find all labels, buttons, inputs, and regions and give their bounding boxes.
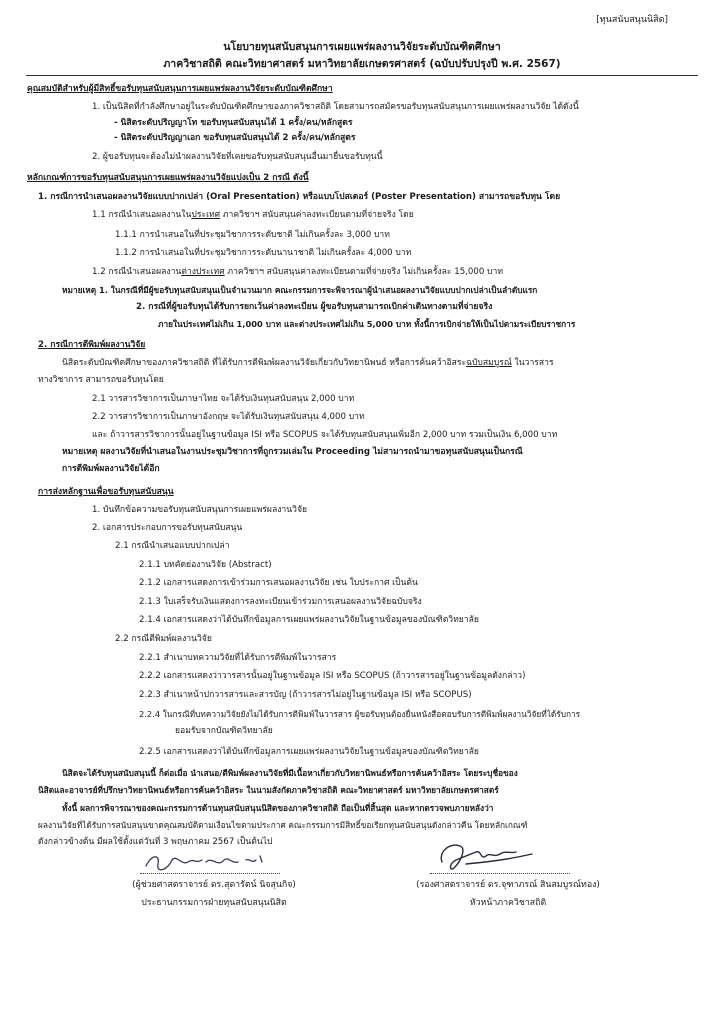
criteria-case-1: [38, 191, 560, 203]
left-signature: [142, 848, 282, 874]
right-signature: [436, 838, 546, 876]
header-rule: [26, 75, 698, 76]
evidence-2-1-4: 2.1.4 เอกสารแสดงว่าได้บันทึกข้อมูลการเผยแพร่ผลงานวิจัยในฐานข้อมูลของบัณฑิตวิทยาลัย: [139, 615, 479, 625]
evidence-2-1-2: 2.1.2 เอกสารแสดงการเข้าร่วมการเสนอผลงานวิจัย เช่น ใบประกาศ เป็นต้น: [139, 578, 418, 588]
right-signatory-role: หัวหน้าภาควิชาสถิติ: [469, 898, 547, 908]
criteria-1-2: [92, 266, 503, 278]
criteria-note-2-cont: ภายในประเทศไม่เกิน 1,000 บาท และต่างประเทศไม่เกิน 5,000 บาท ทั้งนี้การเบิกจ่ายให้เป็นไปตามระเบียบราชการ: [158, 319, 576, 329]
evidence-2-2-3: 2.2.3 สำเนาหน้าปกวารสารและสารบัญ (ถ้าวารสารไม่อยู่ในฐานข้อมูล ISI หรือ SCOPUS): [139, 690, 472, 700]
left-signatory-role: ประธานกรรมการฝ่ายทุนสนับสนุนนิสิต: [141, 898, 287, 908]
criteria-case-1-text: 1. กรณีการนำเสนอผลงานวิจัยแบบปากเปล่า (Oral Presentation) หรือแบบโปสเตอร์ (Poster Presentation) สามารถขอรับทุน โดย: [38, 192, 561, 202]
criteria-note-2: 2. กรณีที่ผู้ขอรับทุนได้รับการยกเว้นค่าลงทะเบียน ผู้ขอรับทุนสามารถเบิกค่าเดินทางตามที่จ่ายจริง: [136, 302, 493, 312]
qualification-master: - นิสิตระดับปริญญาโท ขอรับทุนสนับสนุนได้ 1 ครั้ง/คน/หลักสูตร: [114, 118, 353, 128]
qualification-heading: คุณสมบัติสำหรับผู้มีสิทธิ์ขอรับทุนสนับสนุนการเผยแพร่ผลงานวิจัยระดับบัณฑิตศึกษา: [27, 84, 333, 94]
evidence-2-1-1: 2.1.1 บทคัดย่องานวิจัย (Abstract): [139, 560, 272, 570]
qualification-item-2: 2. ผู้ขอรับทุนจะต้องไม่นำผลงานวิจัยที่เคยขอรับทุนสนับสนุนอื่นมายื่นขอรับทุนนี้: [92, 152, 383, 162]
criteria-note-3: หมายเหตุ ผลงานวิจัยที่นำเสนอในงานประชุมวิชาการที่ถูกรวมเล่มใน Proceeding ไม่สามารถนำมาขอทุนสนับสนุนเป็นกรณี: [62, 447, 523, 457]
evidence-2-2-1: 2.2.1 สำเนาบทความวิจัยที่ได้รับการตีพิมพ์ในวารสาร: [139, 653, 337, 663]
criteria-2-pre: นิสิตระดับบัณฑิตศึกษาของภาควิชาสถิติ ที่ได้รับการตีพิมพ์ผลงานวิจัยเกี่ยวกับวิทยานิพนธ์ หรือการค้นคว้าอิสระ: [62, 358, 467, 368]
criteria-note-3-cont: การตีพิมพ์ผลงานวิจัยได้อีก: [62, 464, 160, 474]
qualification-item-1: 1. เป็นนิสิตที่กำลังศึกษาอยู่ในระดับบัณฑิตศึกษาของภาควิชาสถิติ โดยสามารถสมัครขอรับทุนสนับสนุนการเผยแพร่ผลงานวิจัย ได้ดังนี้: [92, 102, 579, 112]
right-signature-line: [430, 873, 570, 874]
criteria-1-2-post: ภาควิชาฯ สนับสนุนค่าลงทะเบียนตามที่จ่ายจริง ไม่เกินครั้งละ 15,000 บาท: [224, 267, 504, 277]
closing-paragraph-1-cont: นิสิตและอาจารย์ที่ปรึกษาวิทยานิพนธ์หรือการค้นคว้าอิสระ ในนามสังกัดภาควิชาสถิติ คณะวิทยาศาสตร์ มหาวิทยาลัยเกษตรศาสตร์: [38, 785, 499, 795]
criteria-2-underlined: ฉบับสมบูรณ์: [466, 358, 512, 368]
left-signature-line: [140, 873, 280, 874]
criteria-2-post: ในวารสาร: [511, 358, 554, 368]
criteria-heading: หลักเกณฑ์การขอรับทุนสนับสนุนการเผยแพร่ผลงานวิจัยแบ่งเป็น 2 กรณี ดังนี้: [27, 173, 309, 183]
evidence-2-2-2: 2.2.2 เอกสารแสดงว่าวารสารนั้นอยู่ในฐานข้อมูล ISI หรือ SCOPUS (ถ้าวารสารอยู่ในฐานข้อมูลดังกล่าว): [139, 671, 526, 681]
closing-effective-date: ดังกล่าวข้างต้น มีผลใช้ตั้งแต่วันที่ 3 พฤษภาคม 2567 เป็นต้นไป: [38, 837, 273, 847]
criteria-1-1-underlined: ประเทศ: [191, 210, 221, 220]
right-signatory-name: (รองศาสตราจารย์ ดร.จุฑาภรณ์ สินสมบูรณ์ทอง): [416, 880, 600, 890]
criteria-1-2-pre: 1.2 กรณีนำเสนอผลงาน: [92, 267, 182, 277]
qualification-doctoral: - นิสิตระดับปริญญาเอก ขอรับทุนสนับสนุนได้ 2 ครั้ง/คน/หลักสูตร: [114, 133, 356, 143]
evidence-2-2-4-cont: ยอมรับจากบัณฑิตวิทยาลัย: [175, 726, 273, 736]
evidence-2-1: 2.1 กรณีนำเสนอแบบปากเปล่า: [115, 541, 230, 551]
criteria-2-paragraph-cont: ทางวิชาการ สามารถขอรับทุนโดย: [38, 375, 164, 385]
criteria-note-1: หมายเหตุ 1. ในกรณีที่มีผู้ขอรับทุนสนับสนุนเป็นจำนวนมาก คณะกรรมการจะพิจารณาผู้นำเสนอผลงานวิจัยแบบปากเปล่าเป็นลำดับแรก: [62, 285, 538, 295]
document-subtitle: ภาควิชาสถิติ คณะวิทยาศาสตร์ มหาวิทยาลัยเกษตรศาสตร์ (ฉบับปรับปรุงปี พ.ศ. 2567): [163, 58, 561, 70]
evidence-2-2: 2.2 กรณีตีพิมพ์ผลงานวิจัย: [115, 634, 212, 644]
criteria-1-1: [92, 209, 414, 221]
criteria-1-1-1: 1.1.1 การนำเสนอในที่ประชุมวิชาการระดับชาติ ไม่เกินครั้งละ 3,000 บาท: [115, 230, 390, 240]
evidence-heading: การส่งหลักฐานเพื่อขอรับทุนสนับสนุน: [38, 487, 174, 497]
document-title: นโยบายทุนสนับสนุนการเผยแพร่ผลงานวิจัยระดับบัณฑิตศึกษา: [223, 41, 501, 53]
closing-paragraph-2-cont: ผลงานวิจัยที่ได้รับการสนับสนุนขาดคุณสมบัติตามเงื่อนไขตามประกาศ คณะกรรมการมีสิทธิ์ขอเรียกทุนสนับสนุนดังกล่าวคืน โดยหลักเกณฑ์: [38, 820, 528, 830]
criteria-1-1-post: ภาควิชาฯ สนับสนุนค่าลงทะเบียนตามที่จ่ายจริง โดย: [220, 210, 414, 220]
evidence-2-1-3: 2.1.3 ใบเสร็จรับเงินแสดงการลงทะเบียนเข้าร่วมการเสนอผลงานวิจัยฉบับจริง: [139, 597, 422, 607]
evidence-2-2-5: 2.2.5 เอกสารแสดงว่าได้บันทึกข้อมูลการเผยแพร่ผลงานวิจัยในฐานข้อมูลของบัณฑิตวิทยาลัย: [139, 747, 479, 757]
document-tag: [ทุนสนับสนุนนิสิต]: [596, 15, 668, 25]
closing-paragraph-1: นิสิตจะได้รับทุนสนับสนุนนี้ ก็ต่อเมื่อ นำเสนอ/ตีพิมพ์ผลงานวิจัยที่มีเนื้อหาเกี่ยวกับวิทยานิพนธ์หรือการค้นคว้าอิสระ โดยระบุชื่อของ: [62, 768, 518, 778]
left-signatory-name: (ผู้ช่วยศาสตราจารย์ ดร.สุดารัตน์ นิจสุนกิจ): [132, 880, 296, 890]
criteria-2-paragraph: [62, 357, 554, 369]
criteria-case-2: 2. กรณีการตีพิมพ์ผลงานวิจัย: [38, 340, 146, 350]
evidence-item-1: 1. บันทึกข้อความขอรับทุนสนับสนุนการเผยแพร่ผลงานวิจัย: [92, 505, 308, 515]
criteria-2-2: 2.2 วารสารวิชาการเป็นภาษาอังกฤษ จะได้รับเงินทุนสนับสนุน 4,000 บาท: [92, 412, 365, 422]
evidence-2-2-4: 2.2.4 ในกรณีที่บทความวิจัยยังไม่ได้รับการตีพิมพ์ในวารสาร ผู้ขอรับทุนต้องยื่นหนังสือตอบรับการตีพิมพ์ผลงานวิจัยที่ได้รับการ: [139, 709, 581, 719]
closing-paragraph-2: ทั้งนี้ ผลการพิจารณาของคณะกรรมการด้านทุนสนับสนุนนิสิตของภาควิชาสถิติ ถือเป็นที่สิ้นสุด และหากตรวจพบภายหลังว่า: [62, 803, 494, 813]
evidence-item-2: 2. เอกสารประกอบการขอรับทุนสนับสนุน: [92, 523, 243, 533]
criteria-1-1-2: 1.1.2 การนำเสนอในที่ประชุมวิชาการระดับนานาชาติ ไม่เกินครั้งละ 4,000 บาท: [115, 248, 412, 258]
criteria-2-1: 2.1 วารสารวิชาการเป็นภาษาไทย จะได้รับเงินทุนสนับสนุน 2,000 บาท: [92, 394, 355, 404]
criteria-2-and: และ ถ้าวารสารวิชาการนั้นอยู่ในฐานข้อมูล ISI หรือ SCOPUS จะได้รับทุนสนับสนุนเพิ่มอีก 2,000 บาท รวมเป็นเงิน 6,000 บาท: [92, 430, 558, 440]
criteria-1-2-underlined: ต่างประเทศ: [181, 267, 225, 277]
criteria-1-1-pre: 1.1 กรณีนำเสนอผลงานใน: [92, 210, 192, 220]
